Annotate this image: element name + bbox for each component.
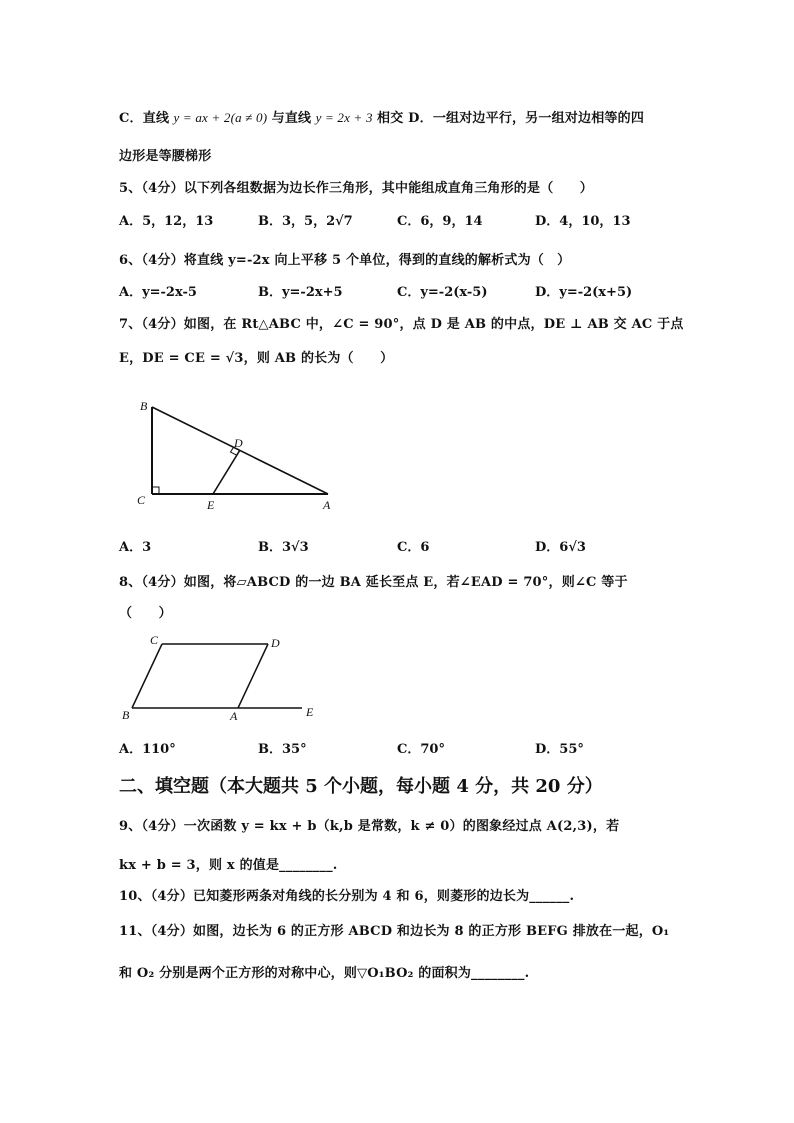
q7-option-b: B．3√3 <box>258 540 309 555</box>
q11-line2: 和 O₂ 分别是两个正方形的对称中心，则▽O₁BO₂ 的面积为________. <box>119 966 530 981</box>
q8-side-cb <box>132 644 162 708</box>
q8-option-c: C．70° <box>397 742 445 757</box>
q8-label-b: B <box>122 708 130 722</box>
q8-stem-line1: 8、（4分）如图，将▱ABCD 的一边 BA 延长至点 E，若∠EAD = 70°，则∠C 等于 <box>119 575 628 590</box>
q8-label-e: E <box>306 705 314 719</box>
q7-segment-de <box>213 450 240 494</box>
q10-line1: 10、（4分）已知菱形两条对角线的长分别为 4 和 6，则菱形的边长为______. <box>119 889 575 904</box>
q9-line2: kx + b = 3，则 x 的值是________. <box>119 858 338 873</box>
q7-label-b: B <box>140 399 148 413</box>
q6-option-a: A．y=-2x-5 <box>119 285 197 300</box>
q5-stem: 5、（4分）以下列各组数据为边长作三角形，其中能组成直角三角形的是（ ） <box>119 181 593 196</box>
q6-option-b: B．y=-2x+5 <box>258 285 343 300</box>
q8-option-d: D．55° <box>535 742 584 757</box>
q7-figure-triangle <box>130 393 345 515</box>
q8-label-d: D <box>271 636 280 650</box>
q9-line1: 9、（4分）一次函数 y = kx + b（k,b 是常数，k ≠ 0）的图象经过点 A(2,3)，若 <box>119 819 620 834</box>
q5-option-c: C．6，9，14 <box>397 214 483 229</box>
q4-option-c-eq2: y = 2x + 3 <box>315 110 373 125</box>
q7-right-angle-c <box>152 487 159 494</box>
q8-stem-line2: （ ） <box>119 606 172 621</box>
q8-option-a: A．110° <box>119 742 176 757</box>
q8-figure-parallelogram <box>118 630 328 725</box>
q6-stem: 6、（4分）将直线 y=-2x 向上平移 5 个单位，得到的直线的解析式为（ ） <box>119 253 571 268</box>
q7-label-c: C <box>137 493 146 507</box>
q8-side-da <box>238 644 268 708</box>
q4-option-c-lead: C．直线 <box>119 111 170 126</box>
q7-option-d: D．6√3 <box>535 540 586 555</box>
q4-option-c-eq1: y = ax + 2(a ≠ 0) <box>173 110 268 125</box>
q7-label-d: D <box>234 436 243 450</box>
q7-label-e: E <box>207 498 215 512</box>
q7-stem-line2: E，DE = CE = √3，则 AB 的长为（ ） <box>119 351 394 366</box>
q11-line1: 11、（4分）如图，边长为 6 的正方形 ABCD 和边长为 8 的正方形 BEFG 排放在一起，O₁ <box>119 924 670 939</box>
q7-option-a: A．3 <box>119 540 152 555</box>
q5-option-b: B．3，5，2√7 <box>258 214 353 229</box>
q7-label-a: A <box>323 498 331 512</box>
q8-option-b: B．35° <box>258 742 307 757</box>
q4-option-c-tail: 相交 D．一组对边平行，另一组对边相等的四 <box>377 111 645 126</box>
q4-option-d-cont: 边形是等腰梯形 <box>119 149 212 164</box>
q8-label-a: A <box>230 709 238 723</box>
q5-option-a: A．5，12，13 <box>119 214 214 229</box>
q8-label-c: C <box>150 633 159 647</box>
q7-stem-line1: 7、（4分）如图，在 Rt△ABC 中，∠C = 90°，点 D 是 AB 的中点，DE ⊥ AB 交 AC 于点 <box>119 317 684 332</box>
section-2-title: 二、填空题（本大题共 5 个小题，每小题 4 分，共 20 分） <box>119 776 603 797</box>
q5-option-d: D．4，10，13 <box>535 214 631 229</box>
q7-option-c: C．6 <box>397 540 430 555</box>
q6-option-d: D．y=-2(x+5) <box>535 285 633 300</box>
q6-option-c: C．y=-2(x-5) <box>397 285 488 300</box>
q4-option-c-line <box>119 107 644 126</box>
q4-option-c-mid: 与直线 <box>271 111 312 126</box>
